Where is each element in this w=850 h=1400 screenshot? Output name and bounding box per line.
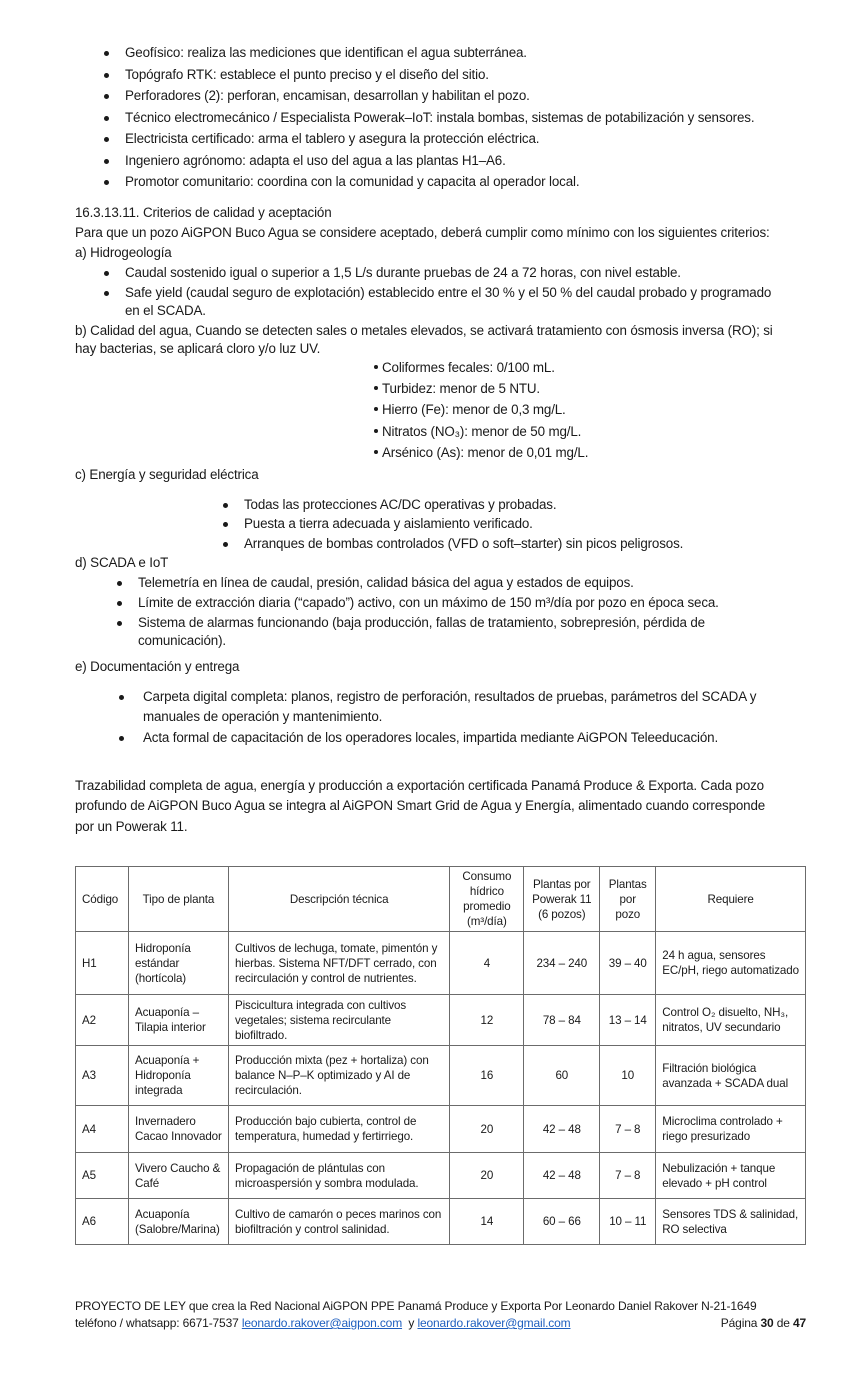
bullet-icon: [223, 542, 228, 547]
role-item: Electricista certificado: arma el tablero y asegura la protección eléctrica.: [125, 131, 540, 146]
trace-paragraph-cont: por un Powerak 11.: [75, 819, 188, 834]
bullet-icon: [104, 116, 109, 121]
page-current: 30: [760, 1316, 774, 1330]
cell-plantas-powerak: 42 – 48: [524, 1106, 600, 1153]
quality-item: [374, 380, 540, 398]
cell-requiere: Control O₂ disuelto, NH₃, nitratos, UV secundario: [656, 995, 806, 1046]
page-number: [721, 1315, 806, 1331]
page-label: Página: [720, 1316, 761, 1330]
cell-plantas-powerak: 78 – 84: [524, 995, 600, 1046]
criteria-e-item: Acta formal de capacitación de los operadores locales, impartida mediante AiGPON Teleeducación.: [143, 730, 719, 745]
cell-plantas-pozo: 7 – 8: [600, 1106, 656, 1153]
footer-phone: teléfono / whatsapp: 6671-7537: [75, 1316, 242, 1330]
role-item: Promotor comunitario: coordina con la comunidad y capacita al operador local.: [125, 174, 580, 189]
bullet-icon: [119, 695, 124, 700]
bullet-icon: [104, 291, 109, 296]
criteria-c-item: Arranques de bombas controlados (VFD o soft–starter) sin picos peligrosos.: [244, 536, 684, 551]
criteria-d-item-cont: comunicación).: [138, 633, 226, 648]
plant-types-table: [75, 866, 806, 1245]
bullet-icon: [117, 581, 122, 586]
cell-tipo: Vivero Caucho & Café: [128, 1153, 228, 1199]
section-heading: 16.3.13.11. Criterios de calidad y aceptación: [75, 205, 332, 220]
header-codigo: Código: [76, 867, 129, 932]
criteria-a-title: a) Hidrogeología: [75, 245, 172, 260]
cell-descripcion: Producción mixta (pez + hortaliza) con balance N–P–K optimizado y AI de recirculación.: [228, 1046, 449, 1106]
cell-plantas-powerak: 60 – 66: [524, 1199, 600, 1245]
cell-consumo: 16: [450, 1046, 524, 1106]
header-plantas-pozo: Plantas por pozo: [600, 867, 656, 932]
criteria-b-title-cont: hay bacterias, se aplicará cloro y/o luz UV.: [75, 341, 321, 356]
cell-requiere: 24 h agua, sensores EC/pH, riego automatizado: [656, 932, 806, 995]
criteria-c-item: Puesta a tierra adecuada y aislamiento verificado.: [244, 516, 533, 531]
bullet-icon: [117, 601, 122, 606]
cell-plantas-pozo: 10: [600, 1046, 656, 1106]
bullet-icon: [104, 73, 109, 78]
table-row: [76, 1153, 806, 1199]
quality-item-text: Coliformes fecales: 0/100 mL.: [382, 360, 555, 375]
header-consumo: Consumo hídrico promedio (m³/día): [450, 867, 524, 932]
role-item: Técnico electromecánico / Especialista Powerak–IoT: instala bombas, sistemas de potabilización y sensores.: [125, 110, 755, 125]
table-row: [76, 1046, 806, 1106]
criteria-d-item: Límite de extracción diaria (“capado”) activo, con un máximo de 150 m³/día por pozo en época seca.: [138, 595, 719, 610]
header-requiere: Requiere: [656, 867, 806, 932]
cell-codigo: A5: [76, 1153, 129, 1199]
role-item: Perforadores (2): perforan, encamisan, desarrollan y habilitan el pozo.: [125, 88, 530, 103]
cell-codigo: A3: [76, 1046, 129, 1106]
criteria-a-item: Safe yield (caudal seguro de explotación) establecido entre el 30 % y el 50 % del caudal probado y programado: [125, 285, 772, 300]
bullet-icon: [104, 159, 109, 164]
role-item: Ingeniero agrónomo: adapta el uso del agua a las plantas H1–A6.: [125, 153, 506, 168]
cell-descripcion: Cultivos de lechuga, tomate, pimentón y hierbas. Sistema NFT/DFT cerrado, con recirculación y control de nutrientes.: [228, 932, 449, 995]
header-tipo: Tipo de planta: [128, 867, 228, 932]
bullet-icon: [119, 736, 124, 741]
page-of: de: [773, 1316, 793, 1330]
criteria-a-item-cont: en el SCADA.: [125, 303, 206, 318]
cell-descripcion: Producción bajo cubierta, control de temperatura, humedad y fertirriego.: [228, 1106, 449, 1153]
cell-requiere: Nebulización + tanque elevado + pH control: [656, 1153, 806, 1199]
page-total: 47: [792, 1316, 806, 1330]
quality-item-text: Nitratos (NO₃): menor de 50 mg/L.: [382, 424, 582, 439]
bullet-icon: [374, 450, 378, 454]
quality-item: [374, 423, 581, 441]
trace-paragraph: Trazabilidad completa de agua, energía y producción a exportación certificada Panamá Produce & Exporta. Cada pozo: [75, 778, 764, 793]
bullet-icon: [374, 429, 378, 433]
cell-consumo: 20: [450, 1106, 524, 1153]
bullet-icon: [104, 94, 109, 99]
bullet-icon: [223, 522, 228, 527]
header-descripcion: Descripción técnica: [228, 867, 449, 932]
bullet-icon: [374, 365, 378, 369]
bullet-icon: [104, 271, 109, 276]
cell-tipo: Acuaponía (Salobre/Marina): [128, 1199, 228, 1245]
table-row: [76, 1106, 806, 1153]
cell-descripcion: Propagación de plántulas con microaspersión y sombra modulada.: [228, 1153, 449, 1199]
quality-item-text: Arsénico (As): menor de 0,01 mg/L.: [382, 445, 589, 460]
cell-codigo: H1: [76, 932, 129, 995]
bullet-icon: [374, 386, 378, 390]
table-row: [76, 995, 806, 1046]
footer-contact: [75, 1315, 570, 1331]
cell-requiere: Microclima controlado + riego presurizado: [656, 1106, 806, 1153]
bullet-icon: [104, 137, 109, 142]
criteria-e-item-cont: manuales de operación y mantenimiento.: [143, 709, 383, 724]
cell-requiere: Sensores TDS & salinidad, RO selectiva: [656, 1199, 806, 1245]
criteria-b-title: b) Calidad del agua, Cuando se detecten sales o metales elevados, se activará tratamiento con ósmosis inversa (RO); si: [75, 323, 773, 338]
cell-tipo: Acuaponía – Tilapia interior: [128, 995, 228, 1046]
criteria-c-title: c) Energía y seguridad eléctrica: [75, 467, 259, 482]
cell-plantas-powerak: 42 – 48: [524, 1153, 600, 1199]
footer-title: PROYECTO DE LEY que crea la Red Nacional AiGPON PPE Panamá Produce y Exporta Por Leonardo Daniel Rakover N-21-1649: [75, 1299, 757, 1313]
bullet-icon: [374, 407, 378, 411]
bullet-icon: [104, 51, 109, 56]
quality-item: [374, 444, 588, 462]
criteria-a-item: Caudal sostenido igual o superior a 1,5 L/s durante pruebas de 24 a 72 horas, con nivel estable.: [125, 265, 681, 280]
cell-descripcion: Piscicultura integrada con cultivos vegetales; sistema recirculante biofiltrado.: [228, 995, 449, 1046]
cell-tipo: Acuaponía + Hidroponía integrada: [128, 1046, 228, 1106]
cell-codigo: A2: [76, 995, 129, 1046]
criteria-d-item: Sistema de alarmas funcionando (baja producción, fallas de tratamiento, sobrepresión, pérdida de: [138, 615, 705, 630]
quality-item-text: Hierro (Fe): menor de 0,3 mg/L.: [382, 402, 566, 417]
header-plantas-powerak: Plantas por Powerak 11 (6 pozos): [524, 867, 600, 932]
criteria-e-item: Carpeta digital completa: planos, registro de perforación, resultados de pruebas, parámetros del SCADA y: [143, 689, 757, 704]
email-link-gmail[interactable]: leonardo.rakover@gmail.com: [417, 1316, 571, 1330]
cell-plantas-pozo: 10 – 11: [600, 1199, 656, 1245]
role-item: Topógrafo RTK: establece el punto preciso y el diseño del sitio.: [125, 67, 489, 82]
criteria-e-title: e) Documentación y entrega: [75, 659, 240, 674]
cell-plantas-powerak: 60: [524, 1046, 600, 1106]
cell-consumo: 14: [450, 1199, 524, 1245]
cell-consumo: 12: [450, 995, 524, 1046]
table-header-row: [76, 867, 806, 932]
cell-tipo: Invernadero Cacao Innovador: [128, 1106, 228, 1153]
role-item: Geofísico: realiza las mediciones que identifican el agua subterránea.: [125, 45, 527, 60]
criteria-c-item: Todas las protecciones AC/DC operativas y probadas.: [244, 497, 557, 512]
table-row: [76, 1199, 806, 1245]
cell-plantas-pozo: 7 – 8: [600, 1153, 656, 1199]
cell-tipo: Hidroponía estándar (hortícola): [128, 932, 228, 995]
quality-item-text: Turbidez: menor de 5 NTU.: [382, 381, 540, 396]
cell-consumo: 20: [450, 1153, 524, 1199]
table-row: [76, 932, 806, 995]
cell-plantas-powerak: 234 – 240: [524, 932, 600, 995]
criteria-d-title: d) SCADA e IoT: [75, 555, 169, 570]
footer-connector: y: [402, 1316, 418, 1330]
trace-paragraph-cont: profundo de AiGPON Buco Agua se integra al AiGPON Smart Grid de Agua y Energía, alimentado cuando corresponde: [75, 798, 766, 813]
bullet-icon: [104, 180, 109, 185]
cell-plantas-pozo: 13 – 14: [600, 995, 656, 1046]
quality-item: [374, 401, 566, 419]
cell-plantas-pozo: 39 – 40: [600, 932, 656, 995]
cell-descripcion: Cultivo de camarón o peces marinos con biofiltración y control salinidad.: [228, 1199, 449, 1245]
cell-consumo: 4: [450, 932, 524, 995]
criteria-d-item: Telemetría en línea de caudal, presión, calidad básica del agua y estados de equipos.: [138, 575, 634, 590]
bullet-icon: [117, 621, 122, 626]
cell-codigo: A4: [76, 1106, 129, 1153]
cell-codigo: A6: [76, 1199, 129, 1245]
section-intro: Para que un pozo AiGPON Buco Agua se considere aceptado, deberá cumplir como mínimo con los siguientes criterios:: [75, 225, 770, 240]
quality-item: [374, 359, 555, 377]
email-link-aigpon[interactable]: leonardo.rakover@aigpon.com: [241, 1316, 403, 1330]
cell-requiere: Filtración biológica avanzada + SCADA dual: [656, 1046, 806, 1106]
bullet-icon: [223, 503, 228, 508]
